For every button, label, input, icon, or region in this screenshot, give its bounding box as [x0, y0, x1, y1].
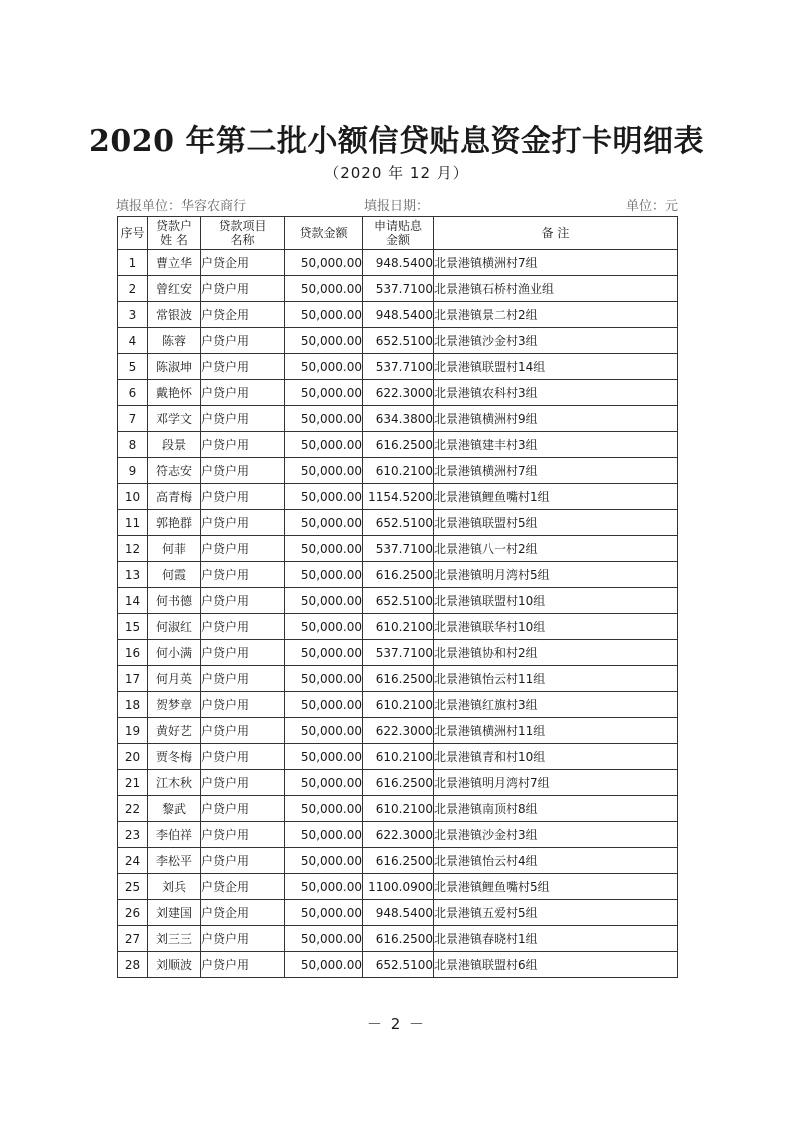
loan-amount-cell: 50,000.00 [285, 718, 363, 744]
table-row [118, 354, 678, 380]
serial-cell: 18 [118, 692, 148, 718]
subsidy-amount-cell: 622.3000 [363, 822, 434, 848]
table-row [118, 822, 678, 848]
borrower-name-cell: 高青梅 [148, 484, 201, 510]
borrower-name-cell: 段景 [148, 432, 201, 458]
subsidy-amount-cell: 610.2100 [363, 692, 434, 718]
serial-cell: 23 [118, 822, 148, 848]
borrower-name-cell: 何菲 [148, 536, 201, 562]
table-row [118, 900, 678, 926]
currency-unit: 单位：元 [625, 199, 678, 214]
loan-amount-cell: 50,000.00 [285, 380, 363, 406]
serial-cell: 21 [118, 770, 148, 796]
table-row [118, 328, 678, 354]
table-row [118, 380, 678, 406]
loan-amount-cell: 50,000.00 [285, 328, 363, 354]
loan-amount-cell: 50,000.00 [285, 354, 363, 380]
loan-amount-cell: 50,000.00 [285, 926, 363, 952]
borrower-name-cell: 陈淑坤 [148, 354, 201, 380]
remarks-cell: 北景港镇沙金村3组 [434, 822, 678, 848]
borrower-name-cell: 李松平 [148, 848, 201, 874]
remarks-cell: 北景港镇沙金村3组 [434, 328, 678, 354]
loan-project-cell: 户贷户用 [201, 640, 285, 666]
loan-project-cell: 户贷户用 [201, 796, 285, 822]
table-row [118, 302, 678, 328]
subsidy-amount-cell: 616.2500 [363, 926, 434, 952]
loan-amount-cell: 50,000.00 [285, 796, 363, 822]
remarks-cell: 北景港镇八一村2组 [434, 536, 678, 562]
loan-project-cell: 户贷户用 [201, 926, 285, 952]
serial-cell: 19 [118, 718, 148, 744]
borrower-name-cell: 刘兵 [148, 874, 201, 900]
serial-cell: 3 [118, 302, 148, 328]
serial-cell: 4 [118, 328, 148, 354]
header-serial: 序号 [118, 217, 148, 250]
borrower-name-cell: 陈蓉 [148, 328, 201, 354]
serial-cell: 13 [118, 562, 148, 588]
serial-cell: 7 [118, 406, 148, 432]
loan-project-cell: 户贷户用 [201, 588, 285, 614]
remarks-cell: 北景港镇春晓村1组 [434, 926, 678, 952]
serial-cell: 10 [118, 484, 148, 510]
serial-cell: 26 [118, 900, 148, 926]
table-row [118, 848, 678, 874]
table-row [118, 926, 678, 952]
serial-cell: 25 [118, 874, 148, 900]
remarks-cell: 北景港镇联盟村14组 [434, 354, 678, 380]
remarks-cell: 北景港镇横洲村7组 [434, 458, 678, 484]
serial-cell: 11 [118, 510, 148, 536]
borrower-name-cell: 戴艳怀 [148, 380, 201, 406]
remarks-cell: 北景港镇联盟村5组 [434, 510, 678, 536]
loan-amount-cell: 50,000.00 [285, 250, 363, 276]
borrower-name-cell: 刘三三 [148, 926, 201, 952]
loan-amount-cell: 50,000.00 [285, 692, 363, 718]
document-subtitle: （2020 年 12 月） [324, 164, 469, 182]
borrower-name-cell: 何淑红 [148, 614, 201, 640]
borrower-name-cell: 曾红安 [148, 276, 201, 302]
reporting-unit: 填报单位：华容农商行 [116, 199, 247, 214]
table-row [118, 796, 678, 822]
borrower-name-cell: 刘顺波 [148, 952, 201, 978]
subsidy-amount-cell: 616.2500 [363, 562, 434, 588]
serial-cell: 9 [118, 458, 148, 484]
remarks-cell: 北景港镇横洲村9组 [434, 406, 678, 432]
remarks-cell: 北景港镇横洲村7组 [434, 250, 678, 276]
loan-project-cell: 户贷户用 [201, 562, 285, 588]
loan-amount-cell: 50,000.00 [285, 484, 363, 510]
table-row [118, 276, 678, 302]
subsidy-amount-cell: 616.2500 [363, 848, 434, 874]
serial-cell: 6 [118, 380, 148, 406]
table-row [118, 406, 678, 432]
borrower-name-cell: 郭艳群 [148, 510, 201, 536]
loan-amount-cell: 50,000.00 [285, 614, 363, 640]
loan-project-cell: 户贷户用 [201, 952, 285, 978]
loan-project-cell: 户贷企用 [201, 250, 285, 276]
table-row [118, 614, 678, 640]
loan-project-cell: 户贷户用 [201, 458, 285, 484]
loan-project-cell: 户贷企用 [201, 302, 285, 328]
loan-amount-cell: 50,000.00 [285, 276, 363, 302]
serial-cell: 2 [118, 276, 148, 302]
remarks-cell: 北景港镇南顶村8组 [434, 796, 678, 822]
borrower-name-cell: 李伯祥 [148, 822, 201, 848]
report-meta-row [116, 195, 678, 215]
serial-cell: 20 [118, 744, 148, 770]
serial-cell: 1 [118, 250, 148, 276]
loan-project-cell: 户贷户用 [201, 744, 285, 770]
table-row [118, 458, 678, 484]
subsidy-amount-cell: 622.3000 [363, 380, 434, 406]
subsidy-amount-cell: 652.5100 [363, 328, 434, 354]
table-row [118, 536, 678, 562]
remarks-cell: 北景港镇五爱村5组 [434, 900, 678, 926]
loan-amount-cell: 50,000.00 [285, 744, 363, 770]
header-loan-project: 贷款项目 名称 [201, 217, 285, 250]
subsidy-amount-cell: 610.2100 [363, 458, 434, 484]
serial-cell: 27 [118, 926, 148, 952]
serial-cell: 24 [118, 848, 148, 874]
serial-cell: 5 [118, 354, 148, 380]
borrower-name-cell: 何书德 [148, 588, 201, 614]
loan-project-cell: 户贷户用 [201, 510, 285, 536]
loan-amount-cell: 50,000.00 [285, 952, 363, 978]
loan-amount-cell: 50,000.00 [285, 510, 363, 536]
table-body [118, 250, 678, 978]
loan-amount-cell: 50,000.00 [285, 588, 363, 614]
borrower-name-cell: 何小满 [148, 640, 201, 666]
borrower-name-cell: 黎武 [148, 796, 201, 822]
loan-project-cell: 户贷企用 [201, 900, 285, 926]
subsidy-amount-cell: 652.5100 [363, 952, 434, 978]
loan-amount-cell: 50,000.00 [285, 458, 363, 484]
borrower-name-cell: 曹立华 [148, 250, 201, 276]
borrower-name-cell: 黄好艺 [148, 718, 201, 744]
table-row [118, 744, 678, 770]
table-row [118, 666, 678, 692]
loan-amount-cell: 50,000.00 [285, 302, 363, 328]
remarks-cell: 北景港镇联盟村6组 [434, 952, 678, 978]
table-row [118, 718, 678, 744]
table-row [118, 588, 678, 614]
subsidy-amount-cell: 616.2500 [363, 666, 434, 692]
subsidy-amount-cell: 537.7100 [363, 276, 434, 302]
table-row [118, 640, 678, 666]
borrower-name-cell: 江木秋 [148, 770, 201, 796]
serial-cell: 22 [118, 796, 148, 822]
borrower-name-cell: 刘建国 [148, 900, 201, 926]
remarks-cell: 北景港镇青和村10组 [434, 744, 678, 770]
subsidy-amount-cell: 948.5400 [363, 250, 434, 276]
remarks-cell: 北景港镇鲤鱼嘴村1组 [434, 484, 678, 510]
borrower-name-cell: 何月英 [148, 666, 201, 692]
subsidy-amount-cell: 616.2500 [363, 770, 434, 796]
subsidy-amount-cell: 652.5100 [363, 510, 434, 536]
subsidy-amount-cell: 537.7100 [363, 354, 434, 380]
remarks-cell: 北景港镇协和村2组 [434, 640, 678, 666]
loan-project-cell: 户贷户用 [201, 822, 285, 848]
serial-cell: 12 [118, 536, 148, 562]
table-row [118, 952, 678, 978]
remarks-cell: 北景港镇红旗村3组 [434, 692, 678, 718]
subsidy-amount-cell: 537.7100 [363, 536, 434, 562]
loan-amount-cell: 50,000.00 [285, 874, 363, 900]
loan-amount-cell: 50,000.00 [285, 770, 363, 796]
borrower-name-cell: 贺梦章 [148, 692, 201, 718]
table-row [118, 432, 678, 458]
borrower-name-cell: 贾冬梅 [148, 744, 201, 770]
table-row [118, 770, 678, 796]
subsidy-amount-cell: 622.3000 [363, 718, 434, 744]
table-row [118, 874, 678, 900]
table-row [118, 250, 678, 276]
serial-cell: 15 [118, 614, 148, 640]
subsidy-amount-cell: 634.3800 [363, 406, 434, 432]
subsidy-amount-cell: 616.2500 [363, 432, 434, 458]
remarks-cell: 北景港镇鲤鱼嘴村5组 [434, 874, 678, 900]
loan-project-cell: 户贷户用 [201, 276, 285, 302]
subsidy-amount-cell: 1100.0900 [363, 874, 434, 900]
loan-project-cell: 户贷户用 [201, 666, 285, 692]
remarks-cell: 北景港镇明月湾村5组 [434, 562, 678, 588]
loan-project-cell: 户贷户用 [201, 848, 285, 874]
loan-project-cell: 户贷企用 [201, 874, 285, 900]
remarks-cell: 北景港镇怡云村4组 [434, 848, 678, 874]
remarks-cell: 北景港镇横洲村11组 [434, 718, 678, 744]
serial-cell: 16 [118, 640, 148, 666]
loan-project-cell: 户贷户用 [201, 614, 285, 640]
document-title: 2020 年第二批小额信贷贴息资金打卡明细表 [89, 124, 704, 159]
loan-project-cell: 户贷户用 [201, 770, 285, 796]
header-remarks: 备 注 [434, 217, 678, 250]
loan-project-cell: 户贷户用 [201, 380, 285, 406]
loan-project-cell: 户贷户用 [201, 354, 285, 380]
borrower-name-cell: 常银波 [148, 302, 201, 328]
borrower-name-cell: 何霞 [148, 562, 201, 588]
subsidy-amount-cell: 610.2100 [363, 796, 434, 822]
loan-amount-cell: 50,000.00 [285, 666, 363, 692]
table-row [118, 510, 678, 536]
subsidy-table [117, 216, 678, 978]
loan-project-cell: 户贷户用 [201, 328, 285, 354]
loan-project-cell: 户贷户用 [201, 718, 285, 744]
subsidy-amount-cell: 537.7100 [363, 640, 434, 666]
table-row [118, 692, 678, 718]
table-header-row [118, 217, 678, 250]
remarks-cell: 北景港镇明月湾村7组 [434, 770, 678, 796]
remarks-cell: 北景港镇怡云村11组 [434, 666, 678, 692]
borrower-name-cell: 符志安 [148, 458, 201, 484]
subsidy-amount-cell: 652.5100 [363, 588, 434, 614]
loan-amount-cell: 50,000.00 [285, 848, 363, 874]
remarks-cell: 北景港镇联盟村10组 [434, 588, 678, 614]
loan-project-cell: 户贷户用 [201, 484, 285, 510]
subsidy-amount-cell: 610.2100 [363, 744, 434, 770]
serial-cell: 14 [118, 588, 148, 614]
remarks-cell: 北景港镇联华村10组 [434, 614, 678, 640]
remarks-cell: 北景港镇石桥村渔业组 [434, 276, 678, 302]
subsidy-amount-cell: 1154.5200 [363, 484, 434, 510]
loan-amount-cell: 50,000.00 [285, 640, 363, 666]
subsidy-amount-cell: 610.2100 [363, 614, 434, 640]
loan-amount-cell: 50,000.00 [285, 432, 363, 458]
subsidy-amount-cell: 948.5400 [363, 900, 434, 926]
serial-cell: 17 [118, 666, 148, 692]
remarks-cell: 北景港镇建丰村3组 [434, 432, 678, 458]
loan-project-cell: 户贷户用 [201, 536, 285, 562]
header-borrower-name: 贷款户 姓 名 [148, 217, 201, 250]
serial-cell: 28 [118, 952, 148, 978]
loan-amount-cell: 50,000.00 [285, 536, 363, 562]
reporting-date: 填报日期： [364, 199, 430, 214]
subsidy-amount-cell: 948.5400 [363, 302, 434, 328]
remarks-cell: 北景港镇农科村3组 [434, 380, 678, 406]
loan-project-cell: 户贷户用 [201, 692, 285, 718]
page-number: － 2 － [366, 1015, 427, 1033]
loan-amount-cell: 50,000.00 [285, 562, 363, 588]
header-loan-amount: 贷款金额 [285, 217, 363, 250]
loan-amount-cell: 50,000.00 [285, 900, 363, 926]
loan-amount-cell: 50,000.00 [285, 822, 363, 848]
borrower-name-cell: 邓学文 [148, 406, 201, 432]
loan-project-cell: 户贷户用 [201, 406, 285, 432]
table-row [118, 484, 678, 510]
loan-project-cell: 户贷户用 [201, 432, 285, 458]
loan-amount-cell: 50,000.00 [285, 406, 363, 432]
table-row [118, 562, 678, 588]
header-subsidy-amount: 申请贴息 金额 [363, 217, 434, 250]
serial-cell: 8 [118, 432, 148, 458]
remarks-cell: 北景港镇景二村2组 [434, 302, 678, 328]
